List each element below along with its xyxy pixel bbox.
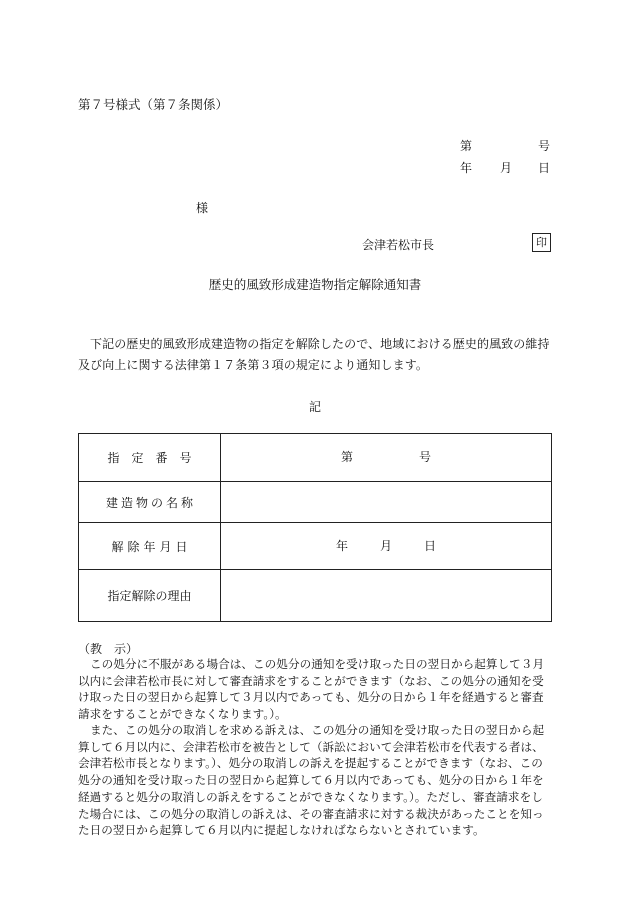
release-reason-label-text: 指定解除の理由 (107, 589, 192, 603)
issuer-name: 会津若松市長 (362, 238, 435, 252)
release-date-label-text: 解除年月日 (111, 539, 192, 554)
addressee-honorific: 様 (196, 201, 209, 215)
designation-number-label-text: 指定番号 (107, 451, 204, 465)
release-reason-label (79, 570, 221, 622)
notice-heading: （教 示） (78, 642, 139, 656)
release-date-year: 年 (336, 538, 349, 553)
document-date (460, 159, 550, 175)
table-row (79, 523, 552, 570)
document-date-month: 月 (500, 161, 513, 175)
release-date-field (336, 537, 436, 553)
release-date-month: 月 (380, 538, 393, 553)
table-row (79, 482, 552, 523)
form-label: 第７号様式（第７条関係） (78, 97, 229, 112)
document-date-year: 年 (460, 161, 473, 175)
release-date-label (79, 523, 221, 570)
designation-number-field (341, 448, 431, 464)
designation-table (78, 433, 552, 622)
designation-number-prefix: 第 (341, 450, 354, 464)
seal-mark: 印 (532, 233, 551, 252)
building-name-value (221, 482, 552, 523)
document-number-suffix: 号 (537, 139, 550, 153)
document-number-prefix: 第 (460, 139, 473, 153)
notice-paragraph-2: また、この処分の取消しを求める訴えは、この処分の通知を受け取った日の翌日から起算して６月以内に、会津若松市を被告として（訴訟において会津若松市を代表する者は、会津若松市長となります。）、処分の取消しの訴えを提起することができます（なお、この処分の通知を受け取った日の翌日から起算して６月以内であっても、処分の日から１年を経過すると処分の取消しの訴えをすることができなくなります。）。ただし、審査請求をした場合には、この処分の取消しの訴えは、その審査請求に対する裁決があったことを知った日の翌日から起算して６月以内に提起しなければならないとされています。 (78, 723, 545, 838)
document-date-day: 日 (537, 161, 550, 175)
body-text: 下記の歴史的風致形成建造物の指定を解除したので、地域における歴史的風致の維持及び向上に関する法律第１７条第３項の規定により通知します。 (78, 337, 550, 372)
building-name-label-text: 建造物の名称 (105, 495, 196, 510)
designation-number-value (221, 434, 552, 482)
table-row (79, 434, 552, 482)
release-date-value (221, 523, 552, 570)
building-name-label (79, 482, 221, 523)
designation-number-suffix: 号 (418, 450, 431, 464)
designation-number-label (79, 434, 221, 482)
table-row (79, 570, 552, 622)
notice-paragraph-1: この処分に不服がある場合は、この処分の通知を受け取った日の翌日から起算して３月以内に会津若松市長に対して審査請求をすることができます（なお、この処分の通知を受け取った日の翌日から起算して３月以内であっても、処分の日から１年を経過すると審査請求をすることができなくなります。）。 (78, 657, 545, 722)
ki-label: 記 (308, 400, 321, 414)
release-reason-value (221, 570, 552, 622)
release-date-day: 日 (423, 538, 436, 553)
document-title: 歴史的風致形成建造物指定解除通知書 (208, 277, 422, 292)
